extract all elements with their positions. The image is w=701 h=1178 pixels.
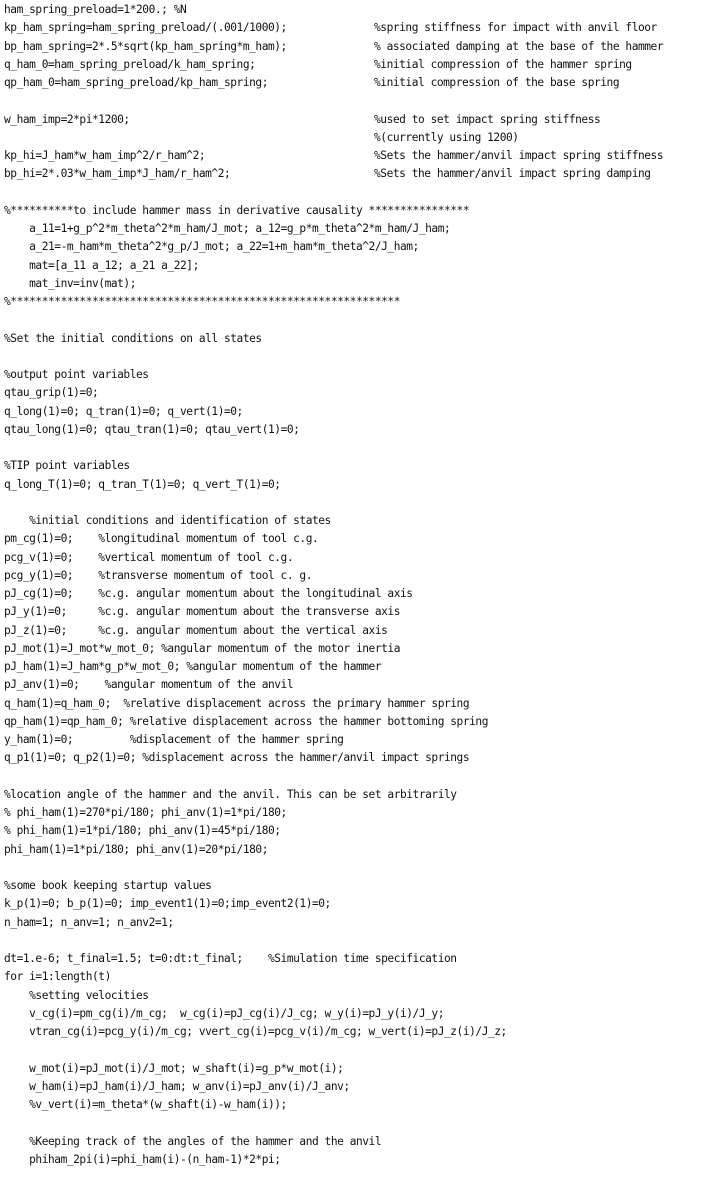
code-text: pcg_y(1)=0; %transverse momentum of tool c. g. [4,568,312,582]
code-line [4,56,701,74]
code-text: v_cg(i)=pm_cg(i)/m_cg; w_cg(i)=pJ_cg(i)/J_cg; w_y(i)=pJ_y(i)/J_y; [4,1006,444,1020]
code-text: for i=1:length(t) [4,970,111,984]
code-text: w_mot(i)=pJ_mot(i)/J_mot; w_shaft(i)=g_p*w_mot(i); [4,1061,344,1075]
code-text: %Set the initial conditions on all states [4,331,262,345]
code-line [4,457,701,475]
code-comment: %initial compression of the hammer spring [374,57,632,71]
code-line [4,530,701,548]
code-line [4,92,701,110]
code-text: %some book keeping startup values [4,879,212,892]
code-text: %v_vert(i)=m_theta*(w_shaft(i)-w_ham(i)); [4,1098,287,1111]
code-line [4,1114,701,1132]
code-text: %setting velocities [4,988,149,1002]
code-line [4,1005,701,1023]
code-text: vtran_cg(i)=pcg_y(i)/m_cg; vvert_cg(i)=pcg_v(i)/m_cg; w_vert(i)=pJ_z(i)/J_z; [4,1025,507,1038]
code-line [4,859,701,877]
code-line [4,622,701,640]
code-text: pJ_y(1)=0; %c.g. angular momentum about the transverse axis [4,605,400,619]
code-text: %initial conditions and identification of states [4,514,331,527]
code-line [4,695,701,713]
code-line [4,914,701,932]
code-line [4,713,701,731]
code-text: a_21=-m_ham*m_theta^2*g_p/J_mot; a_22=1+m_ham*m_theta^2/J_ham; [4,240,419,254]
code-line [4,257,701,275]
code-line [4,804,701,822]
code-text: qtau_long(1)=0; qtau_tran(1)=0; qtau_vert(1)=0; [4,422,300,436]
code-line [4,1078,701,1096]
code-text: pJ_ham(1)=J_ham*g_p*w_mot_0; %angular momentum of the hammer [4,660,382,673]
code-line [4,567,701,585]
code-line [4,768,701,786]
code-text: ham_spring_preload=1*200.; %N [4,3,187,16]
code-line [4,512,701,530]
code-text: pJ_anv(1)=0; %angular momentum of the anvil [4,678,294,692]
code-text: pJ_mot(1)=J_mot*w_mot_0; %angular momentum of the motor inertia [4,641,400,655]
code-text: mat=[a_11 a_12; a_21 a_22]; [4,258,199,272]
code-text: q_long_T(1)=0; q_tran_T(1)=0; q_vert_T(1)=0; [4,477,281,491]
code-line [4,348,701,366]
code-line [4,366,701,384]
code-text: % phi_ham(1)=270*pi/180; phi_anv(1)=1*pi/180; [4,806,287,819]
code-text: dt=1.e-6; t_final=1.5; t=0:dt:t_final; %Simulation time specification [4,952,457,965]
code-line [4,1096,701,1114]
code-line [4,968,701,986]
code-text: %************************************************************** [4,295,400,308]
code-line [4,111,701,129]
code-text: bp_ham_spring=2*.5*sqrt(kp_ham_spring*m_ham); [4,39,287,53]
code-line [4,74,701,92]
code-line [4,202,701,220]
code-text: pJ_z(1)=0; %c.g. angular momentum about the vertical axis [4,623,388,637]
code-line [4,549,701,567]
code-text: qtau_grip(1)=0; [4,386,99,400]
code-text: q_p1(1)=0; q_p2(1)=0; %displacement across the hammer/anvil impact springs [4,751,470,765]
code-line [4,1133,701,1151]
code-text: pcg_v(1)=0; %vertical momentum of tool c.g. [4,550,294,564]
code-line [4,330,701,348]
code-text: w_ham(i)=pJ_ham(i)/J_ham; w_anv(i)=pJ_anv(i)/J_anv; [4,1079,350,1093]
code-line [4,932,701,950]
code-text: % phi_ham(1)=1*pi/180; phi_anv(1)=45*pi/180; [4,824,281,838]
code-line [4,1041,701,1059]
code-comment: %(currently using 1200) [374,130,519,144]
code-line [4,895,701,913]
code-text: k_p(1)=0; b_p(1)=0; imp_event1(1)=0;imp_event2(1)=0; [4,897,331,911]
code-text: kp_ham_spring=ham_spring_preload/(.001/1000); [4,21,287,35]
code-line [4,147,701,165]
code-line [4,184,701,202]
code-line [4,640,701,658]
code-comment: %spring stiffness for impact with anvil floor [374,21,657,35]
code-line [4,987,701,1005]
code-text: y_ham(1)=0; %displacement of the hammer spring [4,733,344,746]
code-text: %**********to include hammer mass in derivative causality **************** [4,203,470,217]
code-comment: %Sets the hammer/anvil impact spring damping [374,167,651,181]
code-line [4,165,701,183]
code-text: pm_cg(1)=0; %longitudinal momentum of tool c.g. [4,532,319,546]
code-line [4,786,701,804]
code-line [4,494,701,512]
code-line [4,1023,701,1041]
code-line [4,585,701,603]
code-comment: %used to set impact spring stiffness [374,112,601,126]
code-line [4,384,701,402]
code-text: a_11=1+g_p^2*m_theta^2*m_ham/J_mot; a_12=g_p*m_theta^2*m_ham/J_ham; [4,222,451,235]
code-line [4,38,701,56]
code-line [4,293,701,311]
code-line [4,658,701,676]
code-line [4,676,701,694]
code-line [4,603,701,621]
code-text: phi_ham(1)=1*pi/180; phi_anv(1)=20*pi/180; [4,842,268,856]
code-text: bp_hi=2*.03*w_ham_imp*J_ham/r_ham^2; [4,167,231,181]
code-line [4,275,701,293]
code-text: %output point variables [4,368,149,381]
code-line [4,19,701,37]
code-text: qp_ham_0=ham_spring_preload/kp_ham_spring; [4,76,268,89]
code-line [4,476,701,494]
code-line [4,311,701,329]
code-text: pJ_cg(1)=0; %c.g. angular momentum about the longitudinal axis [4,587,413,600]
code-comment: %Sets the hammer/anvil impact spring stiffness [374,149,664,162]
code-comment: %initial compression of the base spring [374,76,620,89]
code-text: n_ham=1; n_anv=1; n_anv2=1; [4,915,174,929]
code-line [4,822,701,840]
code-text: q_long(1)=0; q_tran(1)=0; q_vert(1)=0; [4,404,243,418]
code-line [4,129,701,147]
code-text: phiham_2pi(i)=phi_ham(i)-(n_ham-1)*2*pi; [4,1152,281,1166]
code-line [4,1151,701,1169]
code-text: w_ham_imp=2*pi*1200; [4,112,130,126]
code-line [4,421,701,439]
code-line [4,1060,701,1078]
code-line [4,439,701,457]
code-text: mat_inv=inv(mat); [4,276,136,290]
code-line [4,1,701,19]
code-text: q_ham_0=ham_spring_preload/k_ham_spring; [4,57,256,71]
code-line [4,950,701,968]
code-line [4,749,701,767]
code-text: kp_hi=J_ham*w_ham_imp^2/r_ham^2; [4,149,206,162]
code-text: %location angle of the hammer and the anvil. This can be set arbitrarily [4,787,457,801]
code-listing [4,1,701,1169]
code-line [4,220,701,238]
code-text: %Keeping track of the angles of the hammer and the anvil [4,1134,382,1148]
code-line [4,841,701,859]
code-line [4,877,701,895]
code-text: %TIP point variables [4,459,130,473]
code-line [4,731,701,749]
code-comment: % associated damping at the base of the hammer [374,39,664,53]
code-line [4,238,701,256]
code-line [4,403,701,421]
code-text: q_ham(1)=q_ham_0; %relative displacement across the primary hammer spring [4,696,470,710]
code-text: qp_ham(1)=qp_ham_0; %relative displacement across the hammer bottoming spring [4,714,488,728]
